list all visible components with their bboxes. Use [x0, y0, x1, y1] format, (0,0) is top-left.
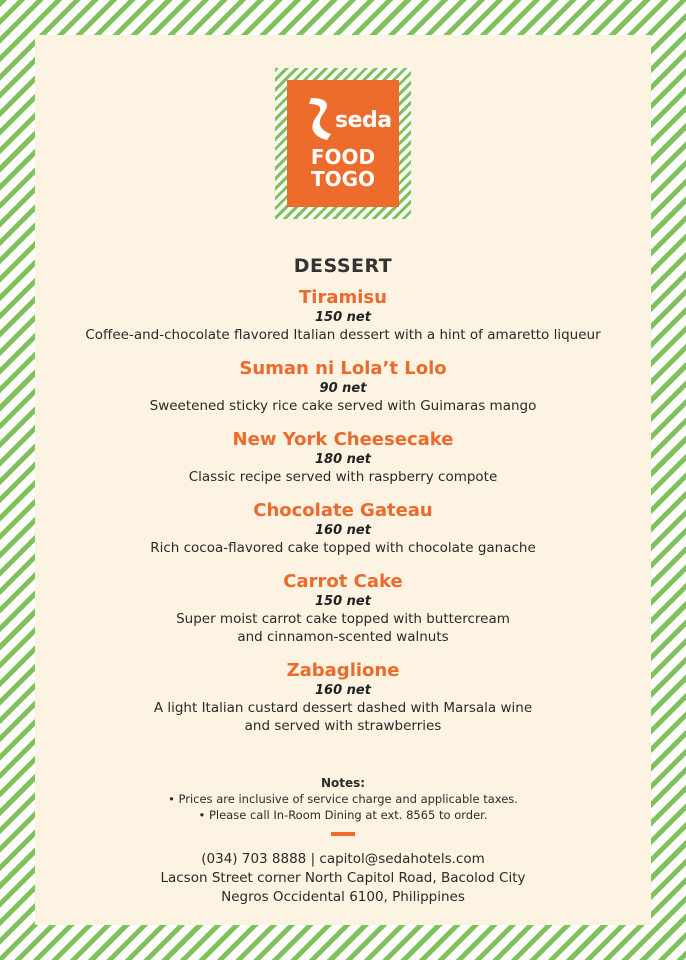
menu-item-cheesecake [35, 429, 651, 486]
menu-item-carrot-cake [35, 571, 651, 646]
logo-badge [287, 80, 399, 207]
item-price: 150 net [315, 310, 371, 325]
menu-item-chocolate-gateau [35, 500, 651, 557]
menu-item-suman [35, 358, 651, 415]
item-name: Suman ni Lola’t Lolo [239, 358, 447, 379]
item-name: Tiramisu [299, 287, 387, 308]
note-line: • Please call In-Room Dining at ext. 8565 to order. [198, 808, 488, 822]
item-name: New York Cheesecake [232, 429, 454, 450]
menu-item-zabaglione [35, 660, 651, 735]
contact-phone-email: (034) 703 8888 | capitol@sedahotels.com [201, 851, 485, 867]
item-name: Chocolate Gateau [253, 500, 433, 521]
logo-food: FOOD [310, 145, 376, 169]
contact-address: Lacson Street corner North Capitol Road, Bacolod City [160, 870, 526, 886]
item-price: 180 net [315, 452, 371, 467]
menu-card [35, 35, 651, 925]
item-price: 160 net [315, 523, 371, 538]
contact-info [35, 850, 651, 907]
logo-brand: seda [335, 108, 392, 133]
item-description: and served with strawberries [244, 718, 442, 734]
item-description: Sweetened sticky rice cake served with Guimaras mango [149, 398, 537, 414]
item-price: 160 net [315, 683, 371, 698]
item-price: 90 net [319, 381, 367, 396]
item-name: Carrot Cake [283, 571, 403, 592]
item-description: Coffee-and-chocolate flavored Italian dessert with a hint of amaretto liqueur [85, 327, 601, 343]
item-description: Rich cocoa-flavored cake topped with chocolate ganache [150, 540, 536, 556]
contact-region: Negros Occidental 6100, Philippines [221, 889, 465, 905]
logo-togo: TOGO [310, 167, 376, 191]
item-description: Classic recipe served with raspberry compote [188, 469, 498, 485]
notes [35, 775, 651, 823]
section-title: DESSERT [293, 255, 393, 277]
item-price: 150 net [315, 594, 371, 609]
logo [275, 68, 411, 219]
item-name: Zabaglione [286, 660, 400, 681]
seda-swirl-icon [305, 94, 335, 142]
item-description: and cinnamon-scented walnuts [237, 629, 449, 645]
item-description: Super moist carrot cake topped with buttercream [176, 611, 510, 627]
note-line: • Prices are inclusive of service charge and applicable taxes. [168, 792, 518, 806]
notes-title: Notes: [320, 776, 366, 790]
item-description: A light Italian custard dessert dashed with Marsala wine [153, 700, 533, 716]
menu-item-tiramisu [35, 287, 651, 344]
divider [331, 832, 355, 836]
